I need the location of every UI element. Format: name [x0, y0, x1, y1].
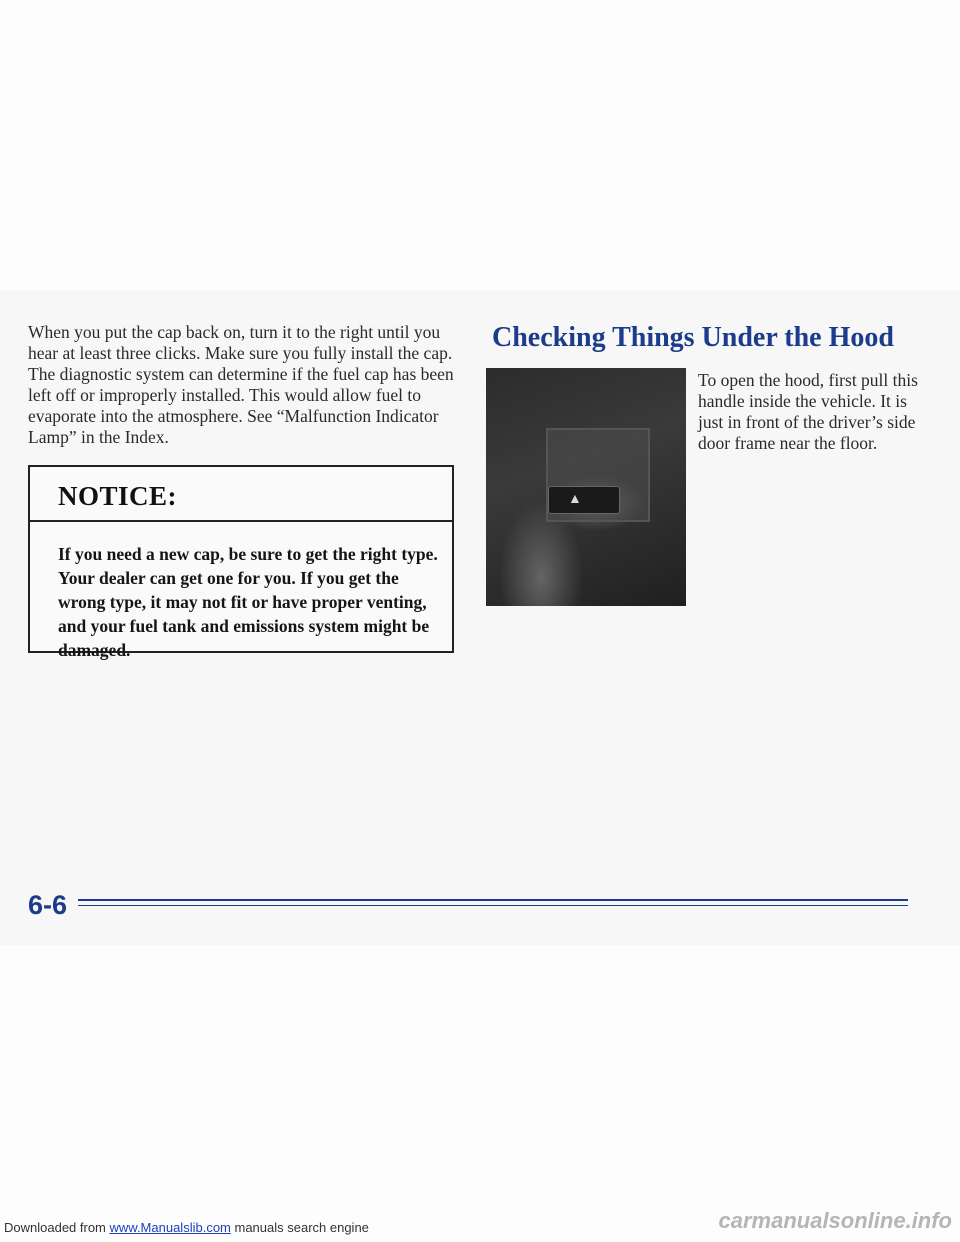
notice-heading: NOTICE: — [30, 467, 452, 522]
watermark-logo: carmanualsonline.info — [718, 1208, 952, 1233]
footer-rule-thin — [78, 905, 908, 906]
footer-rule — [78, 899, 908, 901]
hood-release-photo — [486, 368, 686, 606]
page-number: 6-6 — [28, 890, 68, 920]
footer-prefix: Downloaded from — [4, 1220, 110, 1235]
fuel-cap-paragraph: When you put the cap back on, turn it to the right until you hear at least three clicks. Make sure you fully install the cap. The diagnostic system can determine if the fuel cap has been left off or improperly installed. This would allow fuel to evaporate into the atmosphere. See “Malfunction Indicator Lamp” in the Index. — [28, 322, 454, 447]
hood-release-car-icon: ▲ — [568, 492, 582, 507]
notice-box — [28, 465, 454, 660]
manualslib-link[interactable]: www.Manualslib.com — [109, 1220, 231, 1235]
section-title: Checking Things Under the Hood — [492, 322, 894, 353]
hood-release-handle — [548, 486, 620, 514]
download-footer — [4, 1220, 369, 1235]
hood-instructions-paragraph: To open the hood, first pull this handle inside the vehicle. It is just in front of the driver’s side door frame near the floor. — [698, 370, 918, 453]
footer-suffix: manuals search engine — [230, 1220, 369, 1235]
left-column — [28, 322, 458, 448]
notice-body: If you need a new cap, be sure to get the right type. Your dealer can get one for you. If you get the wrong type, it may not fit or have proper venting, and your fuel tank and emissions system might be damaged. — [58, 544, 438, 660]
